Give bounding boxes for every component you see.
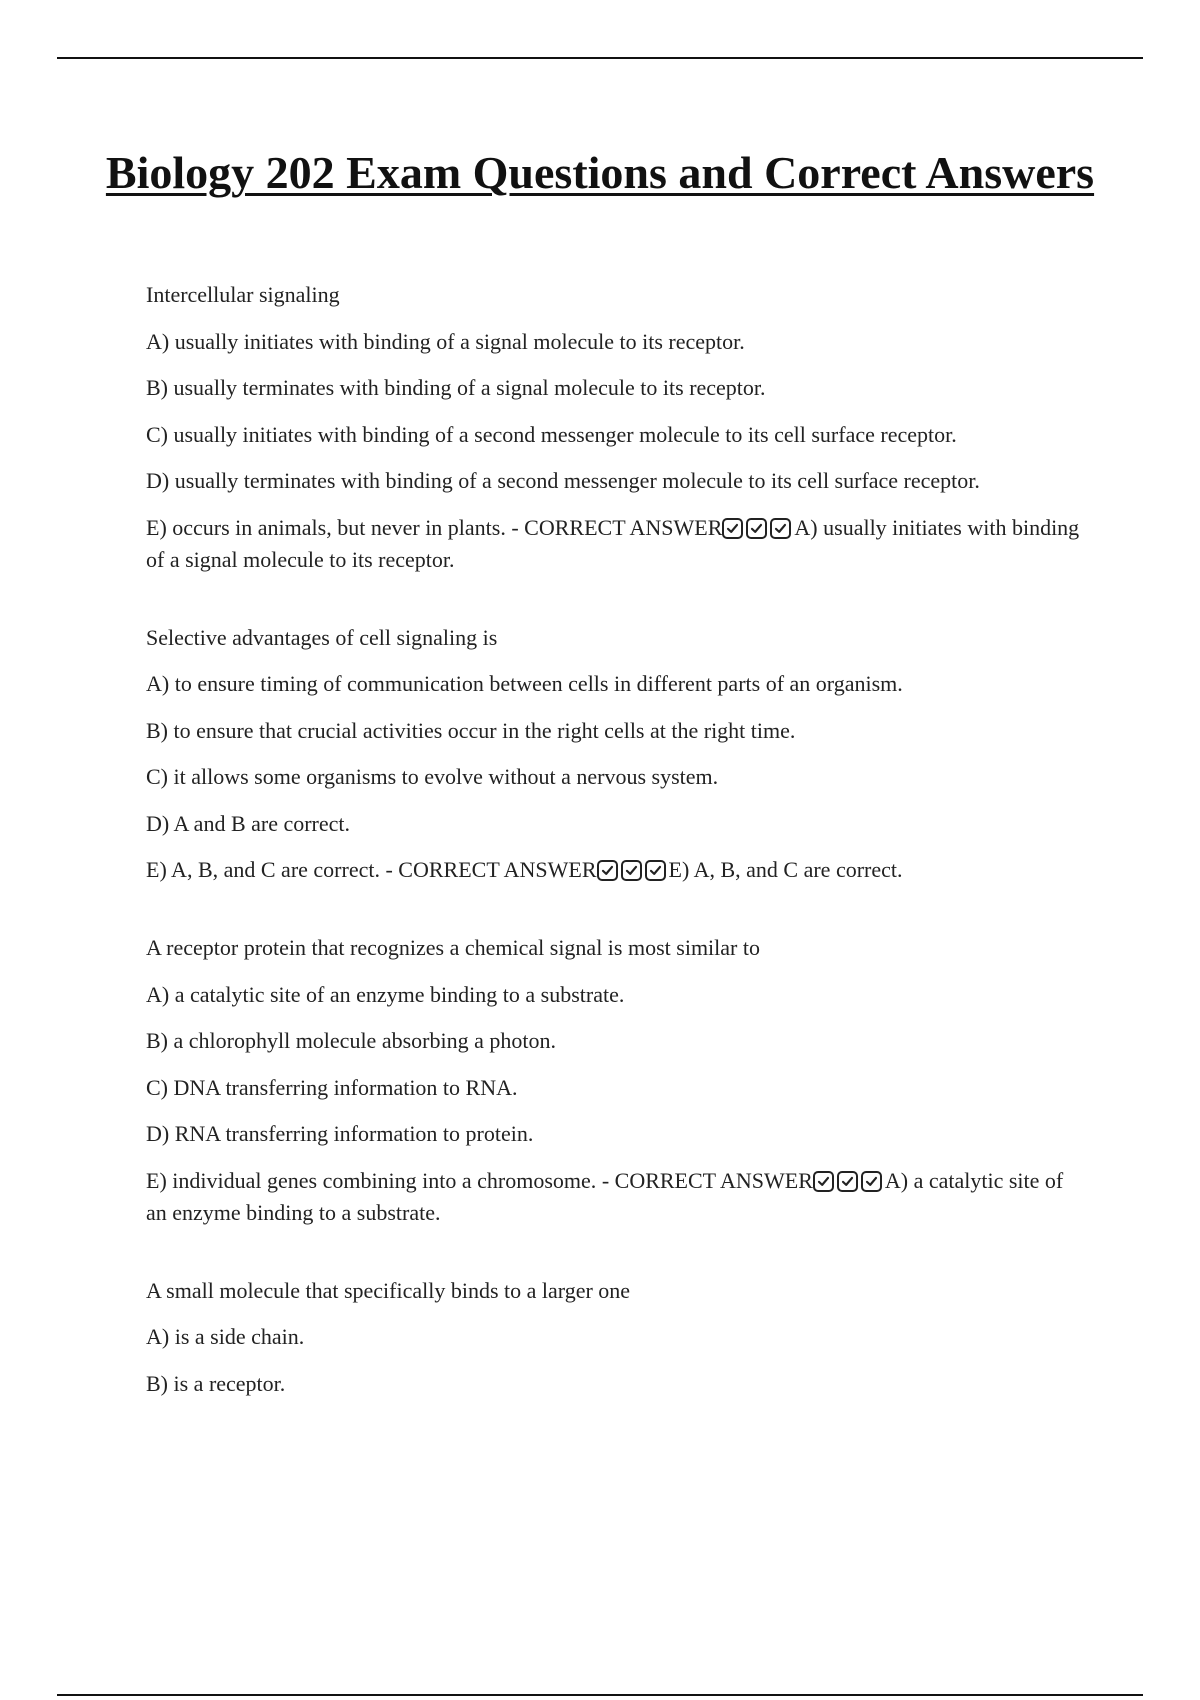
check-box-icon — [746, 518, 767, 539]
check-box-icon — [837, 1171, 858, 1192]
answer-option: E) occurs in animals, but never in plants. — [146, 514, 506, 540]
correct-answer-text: A) a catalytic site of an enzyme binding to a substrate. — [146, 1167, 1064, 1225]
answer-option: A) usually initiates with binding of a signal molecule to its receptor. — [146, 328, 745, 354]
answer-option: E) individual genes combining into a chromosome. — [146, 1167, 597, 1193]
check-box-icon — [621, 860, 642, 881]
question-list — [146, 279, 1086, 1446]
answer-option: C) DNA transferring information to RNA. — [146, 1074, 518, 1100]
correct-answer-label: - CORRECT ANSWER — [379, 857, 597, 882]
bottom-rule — [57, 1694, 1143, 1696]
check-box-icon — [770, 518, 791, 539]
question-block — [146, 279, 1086, 576]
answer-option: B) usually terminates with binding of a signal molecule to its receptor. — [146, 375, 766, 400]
answer-option: A) is a side chain. — [146, 1324, 305, 1349]
question-stem: Intercellular signaling — [146, 282, 340, 307]
check-marks — [597, 854, 669, 886]
answer-option: B) to ensure that crucial activities occur in the right cells at the right time. — [146, 717, 796, 743]
question-block — [146, 622, 1086, 887]
correct-answer-label: - CORRECT ANSWER — [505, 514, 723, 540]
question-stem: A small molecule that specifically binds to a larger one — [146, 1277, 631, 1303]
answer-option: B) is a receptor. — [146, 1370, 286, 1396]
answer-option: D) A and B are correct. — [146, 810, 351, 836]
correct-answer-line — [146, 512, 1086, 576]
top-rule — [57, 57, 1143, 59]
question-stem: A receptor protein that recognizes a chemical signal is most similar to — [146, 935, 760, 960]
answer-option: A) to ensure timing of communication between cells in different parts of an organism. — [146, 671, 903, 696]
answer-option: C) usually initiates with binding of a second messenger molecule to its cell surface receptor. — [146, 421, 957, 447]
check-marks — [813, 1165, 885, 1197]
question-block — [146, 932, 1086, 1229]
correct-answer-line — [146, 1165, 1086, 1229]
check-marks — [722, 512, 794, 544]
answer-option: D) RNA transferring information to protein. — [146, 1121, 534, 1146]
check-box-icon — [722, 518, 743, 539]
check-box-icon — [861, 1171, 882, 1192]
answer-option: C) it allows some organisms to evolve without a nervous system. — [146, 764, 719, 789]
answer-option: A) a catalytic site of an enzyme binding to a substrate. — [146, 981, 625, 1007]
check-box-icon — [813, 1171, 834, 1192]
check-box-icon — [645, 860, 666, 881]
correct-answer-text: E) A, B, and C are correct. — [668, 857, 903, 882]
check-box-icon — [597, 860, 618, 881]
correct-answer-line — [146, 854, 1086, 886]
answer-option: E) A, B, and C are correct. — [146, 857, 380, 882]
answer-option: D) usually terminates with binding of a second messenger molecule to its cell surface receptor. — [146, 468, 980, 493]
correct-answer-text: A) usually initiates with binding of a signal molecule to its receptor. — [146, 514, 1080, 572]
question-stem: Selective advantages of cell signaling is — [146, 624, 498, 650]
question-block — [146, 1275, 1086, 1400]
answer-option: B) a chlorophyll molecule absorbing a photon. — [146, 1028, 556, 1053]
page-title: Biology 202 Exam Questions and Correct Answers — [105, 147, 1095, 198]
correct-answer-label: - CORRECT ANSWER — [596, 1167, 813, 1193]
